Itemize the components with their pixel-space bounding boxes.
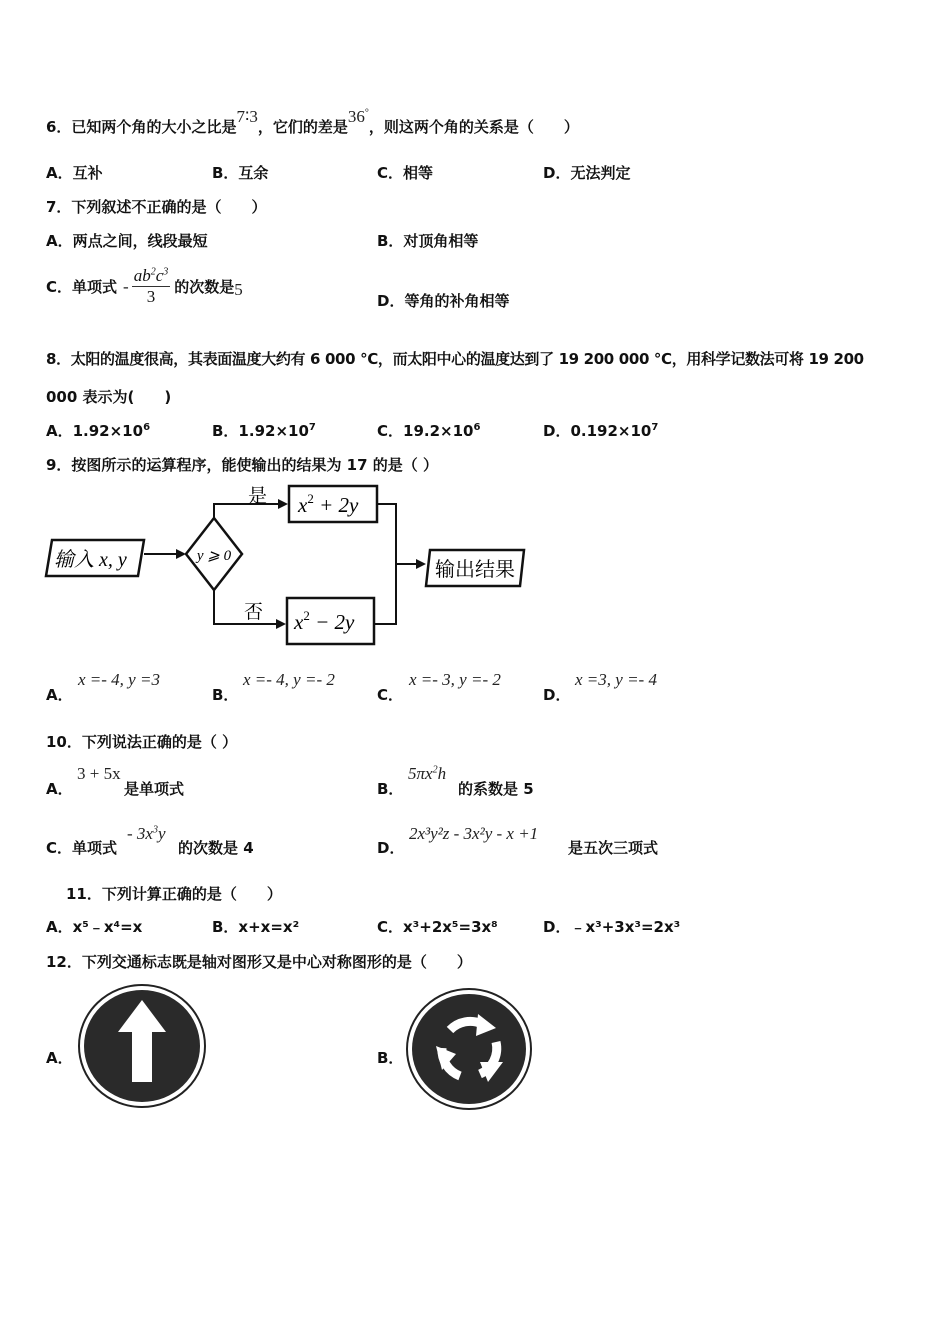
- q7-frac-num-ab: ab: [133, 266, 151, 285]
- q7-option-c-suffix: 的次数是: [174, 278, 235, 296]
- q9-yes-label: 是: [248, 486, 268, 507]
- q9-stem: 9．按图所示的运算程序，能使输出的结果为 17 的是（ ）: [46, 456, 438, 474]
- q11-stem: 11．下列计算正确的是（ ）: [66, 885, 282, 903]
- q10-stem: 10．下列说法正确的是（ ）: [46, 733, 238, 751]
- q9-yes-expr: [297, 491, 359, 517]
- q6-stem: [46, 107, 579, 137]
- q9-option-d-expr: x =3, y =- 4: [575, 670, 657, 689]
- q7-option-c-prefix: C．单项式: [46, 278, 118, 296]
- q11-option-b: B．x+x=x²: [212, 918, 300, 936]
- q7-option-c-sign: -: [123, 276, 129, 296]
- q6-stem-b: ，它们的差是: [257, 118, 348, 136]
- q9-no-expr: [293, 608, 355, 634]
- q12-option-a-letter: A．: [46, 1049, 73, 1067]
- q9-option-b-expr: x =- 4, y =- 2: [243, 670, 335, 689]
- q8-option-b-exp: 7: [308, 422, 316, 433]
- q10-option-c-expr-b: y: [157, 824, 166, 843]
- q9-option-c-letter: C．: [377, 686, 404, 704]
- q7-stem: 7．下列叙述不正确的是（ ）: [46, 198, 267, 216]
- q9-yes-line: [214, 504, 280, 518]
- q8-option-a-label: A．1.92×10: [46, 422, 144, 440]
- q9-yes-expr-exp: 2: [307, 491, 314, 506]
- roundabout-sign-icon: [404, 986, 536, 1114]
- q8-option-c: [377, 420, 480, 441]
- q11-option-a: A．x⁵﹣x⁴=x: [46, 918, 143, 936]
- q10-option-b-letter: B．: [377, 780, 404, 798]
- q9-input-label: 输入 x, y: [54, 549, 127, 571]
- q6-stem-c: ，则这两个角的关系是（ ）: [368, 118, 579, 136]
- straight-ahead-arrow-sign-icon: [76, 982, 210, 1110]
- q9-arrowhead-output: [416, 559, 426, 569]
- q9-no-expr-base: x: [294, 610, 304, 634]
- q10-option-d-letter: D．: [377, 839, 405, 857]
- q7-option-c-value: 5: [234, 279, 243, 299]
- q8-option-b-label: B．1.92×10: [212, 422, 309, 440]
- q6-option-c: C．相等: [377, 164, 434, 182]
- q12-option-b-letter: B．: [377, 1049, 404, 1067]
- q8-option-d-label: D．0.192×10: [543, 422, 652, 440]
- q9-option-a-letter: A．: [46, 686, 73, 704]
- q9-condition: y ⩾ 0: [196, 548, 232, 564]
- q8-option-c-exp: 6: [473, 422, 481, 433]
- q7-frac-sup-3: 3: [163, 266, 169, 278]
- q10-option-c-expr-sup: 3: [152, 824, 158, 836]
- q8-option-b: [212, 420, 316, 441]
- q10-option-a-expr: 3 + 5x: [77, 764, 121, 783]
- q10-option-b-expr-a: 5πx: [408, 764, 433, 783]
- q10-option-b-text: 的系数是 5: [458, 780, 534, 798]
- q11-option-d: D．﹣x³+3x³=2x³: [543, 918, 681, 936]
- q9-arrowhead-yes: [278, 499, 288, 509]
- q10-option-c-text: 的次数是 4: [178, 839, 254, 857]
- q6-stem-a: 6．已知两个角的大小之比是: [46, 118, 237, 136]
- q9-no-expr-exp: 2: [303, 608, 310, 623]
- q6-diff: 36: [347, 107, 365, 126]
- q10-option-c-expr: [127, 824, 166, 844]
- q6-option-a: A．互补: [46, 164, 103, 182]
- q8-stem-line2: 000 表示为( ): [46, 388, 172, 406]
- q9-no-expr-rest: − 2y: [309, 610, 355, 634]
- q10-option-d-text: 是五次三项式: [568, 839, 659, 857]
- q6-ratio: 7∶3: [236, 107, 258, 126]
- q10-option-c-letter: C．单项式: [46, 839, 118, 857]
- q6-diff-degree: °: [364, 107, 369, 119]
- q9-yes-expr-rest: + 2y: [313, 493, 359, 517]
- q9-yes-expr-base: x: [298, 493, 308, 517]
- q6-option-d: D．无法判定: [543, 164, 631, 182]
- q7-option-c: [46, 266, 243, 307]
- q9-option-d-letter: D．: [543, 686, 571, 704]
- q8-stem-line1: 8．太阳的温度很高，其表面温度大约有 6 000 ℃，而太阳中心的温度达到了 19 200 000 ℃，用科学记数法可将 19 200: [46, 350, 864, 368]
- q8-option-a-exp: 6: [143, 422, 151, 433]
- q7-option-a: A．两点之间，线段最短: [46, 232, 208, 250]
- q10-option-b-expr: [408, 764, 446, 784]
- q9-output-label: 输出结果: [435, 559, 515, 581]
- q10-option-c-expr-a: - 3x: [127, 824, 153, 843]
- q9-option-a-expr: x =- 4, y =3: [78, 670, 160, 689]
- q8-option-d: [543, 420, 658, 441]
- q7-frac-sup-2: 2: [150, 266, 156, 278]
- q7-option-c-fraction: [132, 266, 171, 307]
- q7-option-d: D．等角的补角相等: [377, 292, 510, 310]
- q8-option-a: [46, 420, 150, 441]
- q10-option-b-expr-b: h: [437, 764, 447, 783]
- q9-arrowhead-no: [276, 619, 286, 629]
- q6-option-b: B．互余: [212, 164, 269, 182]
- q9-no-label: 否: [244, 602, 264, 623]
- q8-option-c-label: C．19.2×10: [377, 422, 474, 440]
- q7-option-b: B．对顶角相等: [377, 232, 479, 250]
- q7-frac-den: 3: [146, 287, 156, 306]
- q9-flowchart: [40, 478, 540, 654]
- q9-option-c-expr: x =- 3, y =- 2: [409, 670, 501, 689]
- q12-stem: 12．下列交通标志既是轴对图形又是中心对称图形的是（ ）: [46, 953, 472, 971]
- q11-option-c: C．x³+2x⁵=3x⁸: [377, 918, 498, 936]
- q10-option-b-expr-sup: 2: [432, 764, 438, 776]
- q10-option-a-letter: A．: [46, 780, 73, 798]
- q8-option-d-exp: 7: [651, 422, 659, 433]
- q10-option-a-text: 是单项式: [124, 780, 185, 798]
- q7-frac-num-c: c: [155, 266, 164, 285]
- q10-option-d-expr: 2x³y²z - 3x²y - x +1: [409, 824, 539, 843]
- q9-option-b-letter: B．: [212, 686, 239, 704]
